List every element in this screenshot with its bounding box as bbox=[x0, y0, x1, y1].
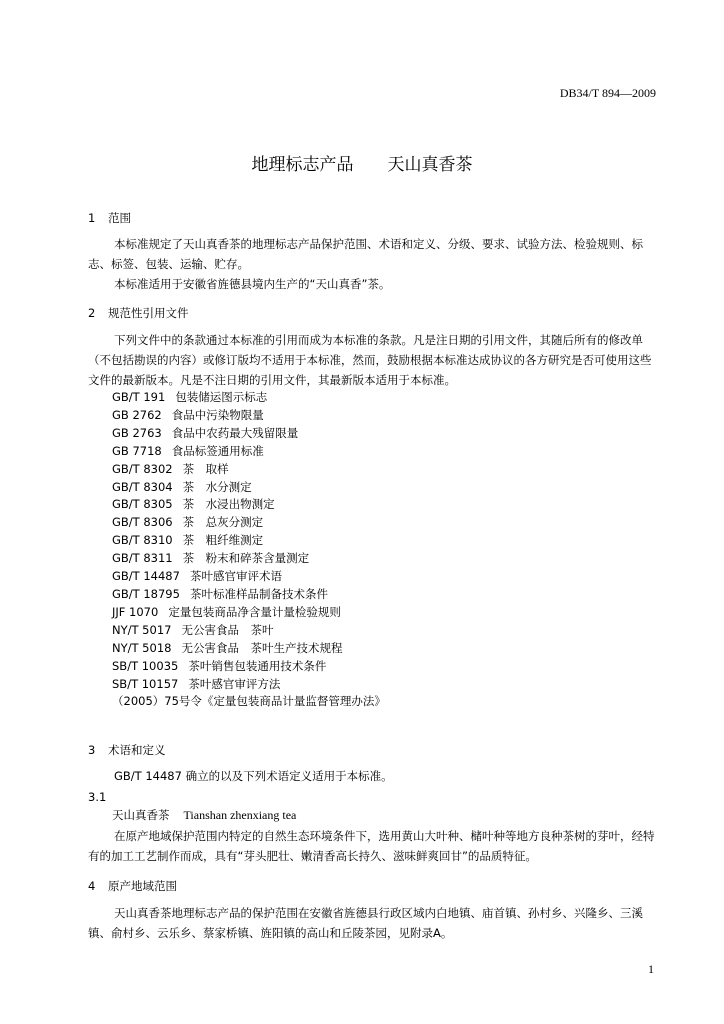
reference-item bbox=[112, 550, 386, 568]
reference-code: GB/T 191 bbox=[112, 390, 166, 404]
reference-title: 茶叶感官审评术语 bbox=[189, 569, 282, 584]
reference-item bbox=[112, 514, 386, 532]
reference-code: GB 2762 bbox=[112, 407, 162, 422]
section-title: 范围 bbox=[108, 211, 131, 225]
reference-item bbox=[112, 693, 386, 711]
section-title: 原产地域范围 bbox=[108, 879, 177, 893]
reference-item bbox=[112, 604, 386, 622]
paragraph: 下列文件中的条款通过本标准的引用而成为本标准的条款。凡是注日期的引用文件，其随后所有的修改单（不包括勘误的内容）或修订版均不适用于本标准，然而，鼓励根据本标准达成协议的各方研究是否可使用这些文件的最新版本。凡是不注日期的引用文件，其最新版本适用于本标准。 bbox=[88, 333, 652, 387]
section-4-body bbox=[88, 903, 658, 943]
reference-code: GB/T 8302 bbox=[112, 461, 173, 476]
reference-title: 无公害食品 茶叶生产技术规程 bbox=[181, 640, 343, 655]
reference-item bbox=[112, 568, 386, 586]
section-number: 2 bbox=[88, 306, 96, 320]
reference-code: GB/T 8305 bbox=[112, 497, 173, 512]
reference-title: 茶 取样 bbox=[182, 461, 229, 476]
reference-title: 食品中污染物限量 bbox=[171, 407, 264, 422]
reference-item bbox=[112, 676, 386, 694]
reference-title: 茶叶销售包装通用技术条件 bbox=[188, 658, 327, 673]
section-2-heading bbox=[88, 305, 189, 321]
term-chinese: 天山真香茶 bbox=[112, 808, 170, 822]
reference-code: GB/T 8310 bbox=[112, 533, 173, 548]
paragraph: 天山真香茶地理标志产品的保护范围在安徽省旌德县行政区域内白地镇、庙首镇、孙村乡、兴隆乡、三溪镇、俞村乡、云乐乡、蔡家桥镇、旌阳镇的高山和丘陵茶园，见附录A。 bbox=[88, 906, 643, 940]
title-part-2: 天山真香茶 bbox=[387, 155, 473, 175]
section-number: 4 bbox=[88, 879, 96, 893]
paragraph: GB/T 14487 确立的以及下列术语定义适用于本标准。 bbox=[114, 769, 393, 783]
reference-item bbox=[112, 586, 386, 604]
subsection-3-1-number: 3.1 bbox=[88, 790, 107, 804]
reference-item bbox=[112, 407, 386, 425]
reference-code: NY/T 5018 bbox=[112, 640, 172, 655]
reference-item bbox=[112, 532, 386, 550]
reference-code: GB 7718 bbox=[112, 443, 162, 458]
reference-code: SB/T 10035 bbox=[112, 658, 179, 673]
reference-code: GB/T 8304 bbox=[112, 479, 173, 494]
reference-title: 茶 粗纤维测定 bbox=[182, 533, 264, 548]
section-3-heading bbox=[88, 742, 166, 758]
reference-title: 定量包装商品净含量计量检验规则 bbox=[168, 604, 341, 619]
paragraph: 在原产地域保护范围内特定的自然生态环境条件下，选用黄山大叶种、槠叶种等地方良种茶树的芽叶，经特有的加工工艺制作而成，具有“芽头肥壮、嫩清香高长持久、滋味鲜爽回甘”的品质特征。 bbox=[88, 829, 655, 863]
reference-title: 食品标签通用标准 bbox=[171, 443, 264, 458]
section-4-heading bbox=[88, 878, 177, 894]
reference-item bbox=[112, 461, 386, 479]
reference-code: （2005）75号令 bbox=[112, 694, 202, 709]
section-number: 1 bbox=[88, 211, 96, 225]
reference-code: GB/T 14487 bbox=[112, 569, 180, 584]
section-title: 规范性引用文件 bbox=[108, 306, 189, 320]
document-title bbox=[0, 150, 724, 175]
reference-code: GB/T 8311 bbox=[112, 551, 173, 566]
reference-title: 无公害食品 茶叶 bbox=[181, 622, 274, 637]
reference-code: GB/T 18795 bbox=[112, 586, 180, 601]
reference-item bbox=[112, 479, 386, 497]
term-entry bbox=[112, 807, 296, 823]
reference-item bbox=[112, 640, 386, 658]
paragraph: 本标准规定了天山真香茶的地理标志产品保护范围、术语和定义、分级、要求、试验方法、检验规则、标志、标签、包装、运输、贮存。 bbox=[88, 237, 643, 271]
reference-code: GB/T 8306 bbox=[112, 515, 173, 530]
reference-code: GB 2763 bbox=[112, 425, 162, 440]
reference-title: 茶叶感官审评方法 bbox=[188, 676, 281, 691]
reference-title: 茶 粉末和碎茶含量测定 bbox=[182, 551, 310, 566]
reference-title: 《定量包装商品计量监督管理办法》 bbox=[201, 694, 386, 709]
standard-code: DB34/T 894—2009 bbox=[559, 86, 656, 100]
section-title: 术语和定义 bbox=[108, 743, 166, 757]
reference-item bbox=[112, 496, 386, 514]
title-part-1: 地理标志产品 bbox=[251, 155, 354, 175]
reference-title: 茶 水浸出物测定 bbox=[182, 497, 275, 512]
reference-item bbox=[112, 425, 386, 443]
reference-title: 茶 总灰分测定 bbox=[182, 515, 264, 530]
section-number: 3 bbox=[88, 743, 96, 757]
reference-item bbox=[112, 658, 386, 676]
section-1-heading bbox=[88, 210, 131, 226]
reference-title: 茶 水分测定 bbox=[182, 479, 252, 494]
term-definition bbox=[88, 826, 658, 866]
reference-title: 茶叶标准样品制备技术条件 bbox=[189, 586, 328, 601]
term-english: Tianshan zhenxiang tea bbox=[183, 808, 297, 822]
paragraph: 本标准适用于安徽省旌德县境内生产的“天山真香”茶。 bbox=[114, 277, 391, 291]
reference-title: 食品中农药最大残留限量 bbox=[171, 425, 299, 440]
section-1-body bbox=[88, 234, 658, 294]
page-number: 1 bbox=[648, 962, 654, 976]
section-2-body bbox=[88, 330, 658, 390]
reference-title: 包装储运图示标志 bbox=[175, 390, 268, 404]
reference-item bbox=[112, 389, 386, 407]
reference-code: NY/T 5017 bbox=[112, 622, 172, 637]
reference-item bbox=[112, 622, 386, 640]
reference-item bbox=[112, 443, 386, 461]
section-3-intro bbox=[88, 766, 658, 786]
reference-code: JJF 1070 bbox=[112, 604, 159, 619]
normative-reference-list bbox=[112, 389, 386, 711]
reference-code: SB/T 10157 bbox=[112, 676, 179, 691]
